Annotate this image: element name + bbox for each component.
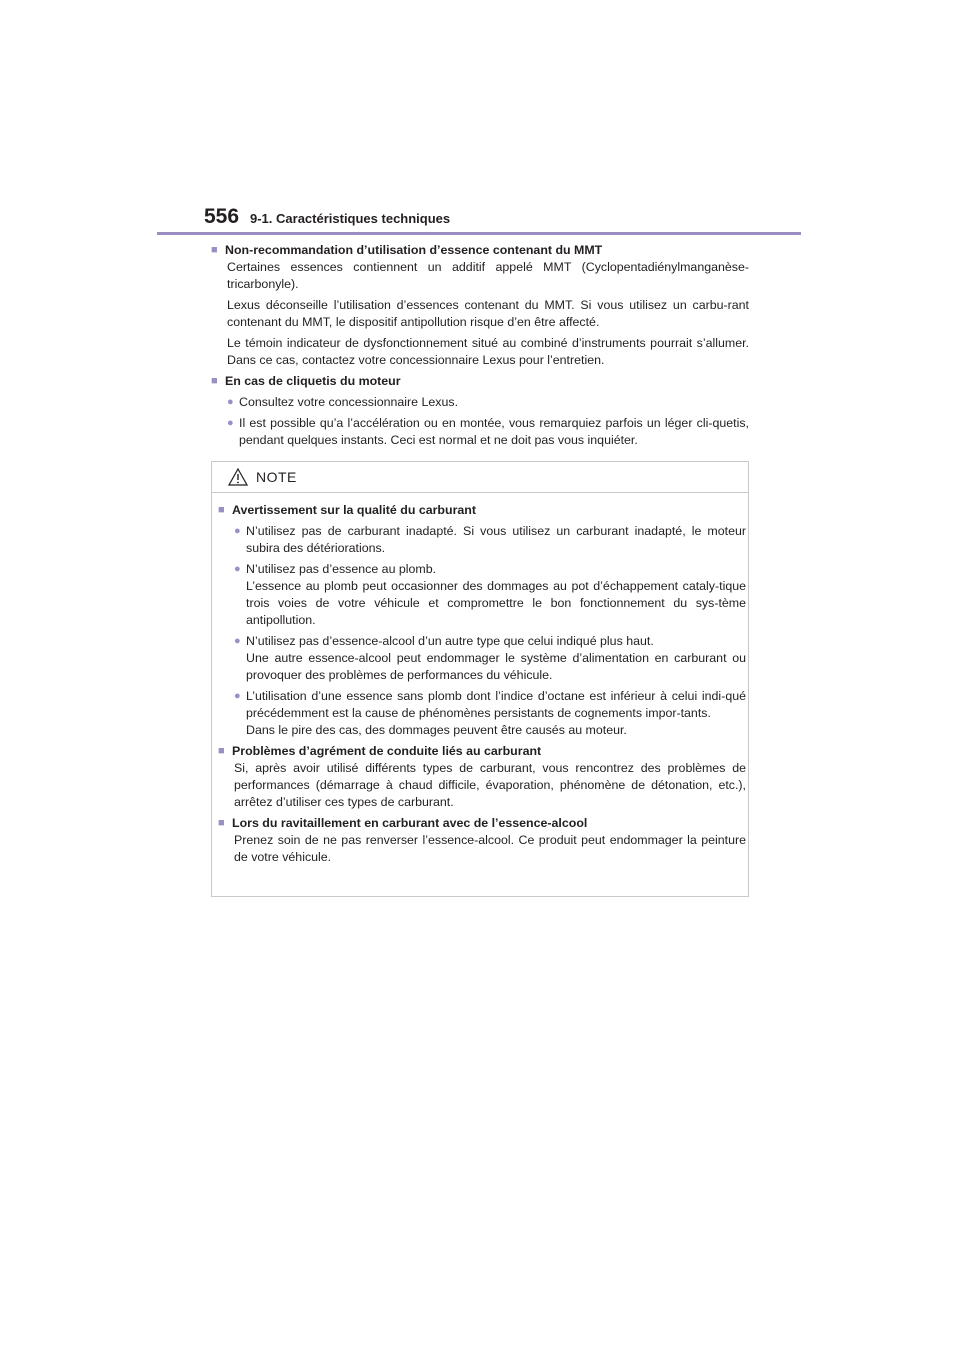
note-header [212,462,748,493]
main-content [211,242,749,449]
note-heading-refuel-alcohol: ■ Lors du ravitaillement en carburant avec de l’essence-alcool [218,816,588,830]
note-title: NOTE [256,469,297,485]
note-box [211,461,749,897]
paragraph: Si, après avoir utilisé différents types de carburant, vous rencontrez des problèmes de performances (démarrage à chaud difficile, évaporation, phénomène de détonation, etc.), arrêtez d’utiliser ces types de carburant. [234,761,746,809]
square-bullet-icon: ■ [211,375,218,387]
header-rule [157,232,801,235]
paragraph: Lexus déconseille l’utilisation d’essences contenant du MMT. Si vous utilisez un carbu-rant contenant du MMT, le dispositif antipollution risque d’en être affecté. [227,298,749,329]
square-bullet-icon: ■ [211,244,218,256]
square-bullet-icon: ■ [218,504,225,516]
list-item: ● N’utilisez pas d’essence au plomb. L’essence au plomb peut occasionner des dommages au pot d’échappement cataly-tique trois voies de votre véhicule et compromettre le bon fonctionnement du sys-tème antipollution. [234,562,746,627]
section-heading-mmt: ■ Non-recommandation d’utilisation d’essence contenant du MMT [211,243,603,257]
paragraph: Certaines essences contiennent un additif appelé MMT (Cyclopentadiénylmanganèse-tricarbonyle). [227,260,749,291]
chapter-title: 9-1. Caractéristiques techniques [250,211,451,226]
note-heading-fuel-quality: ■ Avertissement sur la qualité du carburant [218,503,476,517]
list-item: ● Consultez votre concessionnaire Lexus. [227,395,459,409]
warning-triangle-icon [228,468,248,486]
page-number: 556 [204,205,240,228]
circle-bullet-icon: ● [234,635,241,647]
note-heading-drivability: ■ Problèmes d’agrément de conduite liés au carburant [218,744,542,758]
paragraph: Le témoin indicateur de dysfonctionnement situé au combiné d’instruments pourrait s’allumer. Dans ce cas, contactez votre concessionnaire Lexus pour l’entretien. [227,336,749,367]
note-body [218,502,746,866]
square-bullet-icon: ■ [218,745,225,757]
circle-bullet-icon: ● [234,525,241,537]
paragraph: Prenez soin de ne pas renverser l’essence-alcool. Ce produit peut endommager la peinture de votre véhicule. [234,833,746,864]
list-item: ● Il est possible qu’a l’accélération ou en montée, vous remarquiez parfois un léger cli-quetis, pendant quelques instants. Ceci est normal et ne doit pas vous inquiéter. [227,416,749,447]
circle-bullet-icon: ● [234,690,241,702]
circle-bullet-icon: ● [227,417,234,429]
circle-bullet-icon: ● [234,563,241,575]
list-item: ● N’utilisez pas d’essence-alcool d’un autre type que celui indiqué plus haut. Une autre essence-alcool peut endommager le système d’alimentation en carburant ou provoquer des problèmes de performances du véhicule. [234,634,746,682]
circle-bullet-icon: ● [227,396,234,408]
section-heading-knock: ■ En cas de cliquetis du moteur [211,374,401,388]
list-item: ● N’utilisez pas de carburant inadapté. Si vous utilisez un carburant inadapté, le moteur subira des détériorations. [234,524,746,555]
square-bullet-icon: ■ [218,817,225,829]
list-item: ● L’utilisation d’une essence sans plomb dont l’indice d’octane est inférieur à celui indi-qué précédemment est la cause de phénomènes persistants de cognements impor-tants. Dans le pire des cas, des dommages peuvent être causés au moteur. [234,689,746,737]
